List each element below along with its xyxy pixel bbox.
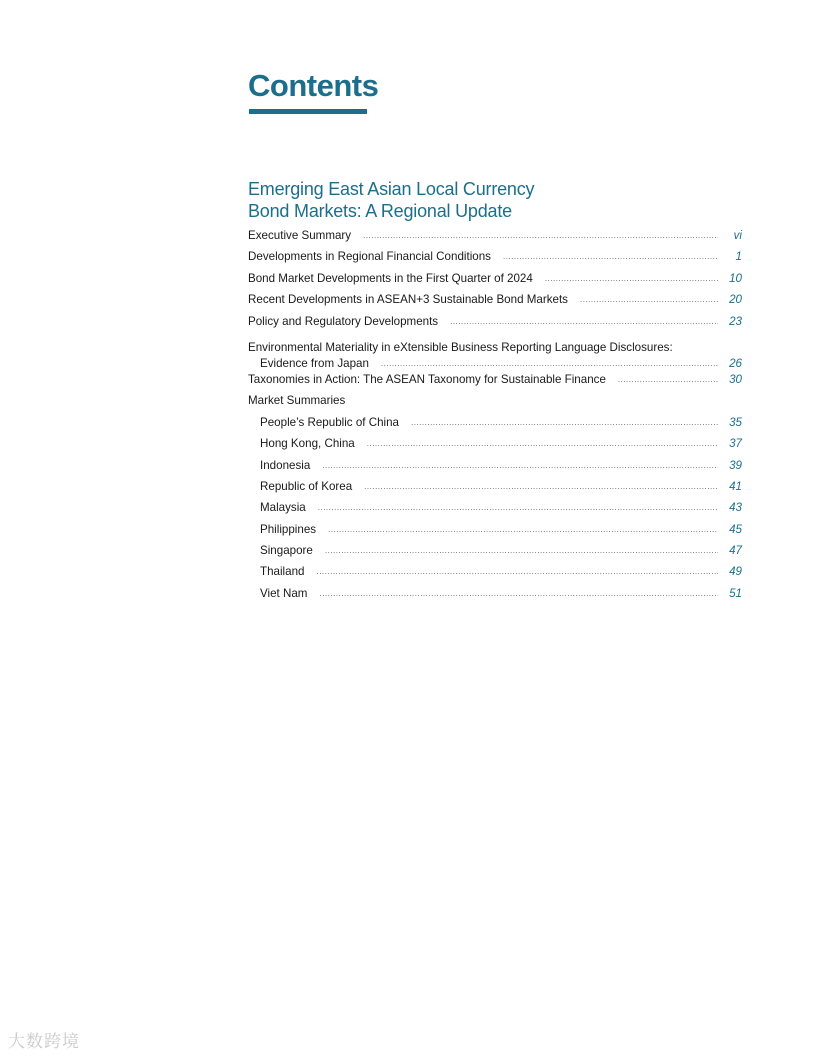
toc-page-number[interactable]: 39 — [729, 458, 742, 472]
section-heading-line1: Emerging East Asian Local Currency — [248, 179, 535, 199]
toc-entry-label[interactable]: Philippines — [260, 522, 317, 536]
dot-leader — [318, 497, 718, 518]
toc-page-number[interactable]: 49 — [729, 565, 742, 579]
dot-leader — [325, 540, 718, 561]
dot-leader — [618, 369, 718, 390]
toc-entry-market-thailand[interactable] — [248, 561, 742, 582]
dot-leader — [450, 311, 718, 332]
dot-leader — [328, 519, 718, 540]
toc-page-number[interactable]: 1 — [735, 250, 742, 264]
toc-entry-label[interactable]: Taxonomies in Action: The ASEAN Taxonomy for Sustainable Finance — [248, 372, 606, 386]
dot-leader — [503, 246, 718, 267]
toc-entry-market-hong-kong[interactable] — [248, 433, 742, 454]
toc-entry-bond-market-developments[interactable] — [248, 268, 742, 289]
toc-page-number[interactable]: 23 — [729, 314, 742, 328]
toc-entry-label[interactable]: Policy and Regulatory Developments — [248, 314, 439, 328]
toc-entry-sustainable-bond-markets[interactable] — [248, 289, 742, 310]
toc-entry-environmental-materiality[interactable] — [248, 332, 742, 369]
toc-page-number[interactable]: 20 — [729, 293, 742, 307]
title-underline — [249, 109, 367, 114]
toc-page-number[interactable]: 47 — [729, 544, 742, 558]
toc-entry-label[interactable]: People’s Republic of China — [260, 415, 400, 429]
toc-entry-policy-regulatory[interactable] — [248, 311, 742, 332]
toc-entry-asean-taxonomy[interactable] — [248, 369, 742, 390]
toc-entry-label[interactable]: Indonesia — [260, 458, 311, 472]
toc-entry-label[interactable]: Thailand — [260, 565, 305, 579]
toc-entry-label[interactable]: Hong Kong, China — [260, 437, 355, 451]
dot-leader — [367, 433, 718, 454]
toc-page-number[interactable]: 37 — [729, 437, 742, 451]
dot-leader — [319, 583, 718, 604]
toc-page-number[interactable]: 41 — [729, 479, 742, 493]
toc-entry-label[interactable]: Recent Developments in ASEAN+3 Sustainable Bond Markets — [248, 293, 568, 307]
toc-entry-label[interactable]: Developments in Regional Financial Conditions — [248, 250, 491, 264]
toc-entry-label[interactable]: Executive Summary — [248, 229, 352, 242]
toc-entry-market-indonesia[interactable] — [248, 455, 742, 476]
toc-page-number[interactable]: 35 — [729, 415, 742, 429]
dot-leader — [322, 455, 718, 476]
dot-leader — [316, 561, 718, 582]
toc-entry-market-philippines[interactable] — [248, 519, 742, 540]
toc-page-number[interactable]: 10 — [729, 271, 742, 285]
toc-entry-market-korea[interactable] — [248, 476, 742, 497]
toc-entry-label[interactable]: Malaysia — [260, 501, 306, 515]
toc-entry-label[interactable]: Bond Market Developments in the First Quarter of 2024 — [248, 271, 533, 285]
page-title: Contents — [248, 68, 379, 103]
toc-entry-market-malaysia[interactable] — [248, 497, 742, 518]
market-summaries-label: Market Summaries — [248, 394, 346, 408]
toc-entry-market-singapore[interactable] — [248, 540, 742, 561]
dot-leader — [411, 412, 718, 433]
market-summaries-heading — [248, 390, 742, 411]
toc-page-number[interactable]: 43 — [729, 501, 742, 515]
toc-page-number[interactable]: 26 — [729, 356, 742, 370]
watermark: 大数跨境 — [8, 1032, 80, 1052]
toc-entry-label-line2[interactable]: Evidence from Japan — [260, 356, 369, 370]
dot-leader — [363, 225, 718, 246]
toc-entry-label-line1[interactable]: Environmental Materiality in eXtensible Business Reporting Language Disclosures: — [248, 340, 673, 354]
toc-entry-financial-conditions[interactable] — [248, 246, 742, 267]
section-heading — [248, 179, 668, 222]
toc-entry-label[interactable]: Singapore — [260, 544, 313, 558]
toc-page-number[interactable]: 30 — [729, 372, 742, 386]
dot-leader — [364, 476, 718, 497]
toc-entry-market-prc[interactable] — [248, 412, 742, 433]
toc-page-number[interactable]: vi — [733, 229, 742, 242]
dot-leader — [580, 289, 718, 310]
table-of-contents — [248, 225, 742, 604]
dot-leader — [545, 268, 718, 289]
toc-page-number[interactable]: 45 — [729, 522, 742, 536]
toc-entry-label[interactable]: Viet Nam — [260, 586, 308, 600]
toc-entry-label[interactable]: Republic of Korea — [260, 479, 353, 493]
toc-entry-executive-summary[interactable] — [248, 225, 742, 246]
section-heading-line2: Bond Markets: A Regional Update — [248, 200, 512, 221]
toc-page-number[interactable]: 51 — [729, 586, 742, 600]
toc-entry-market-viet-nam[interactable] — [248, 583, 742, 604]
